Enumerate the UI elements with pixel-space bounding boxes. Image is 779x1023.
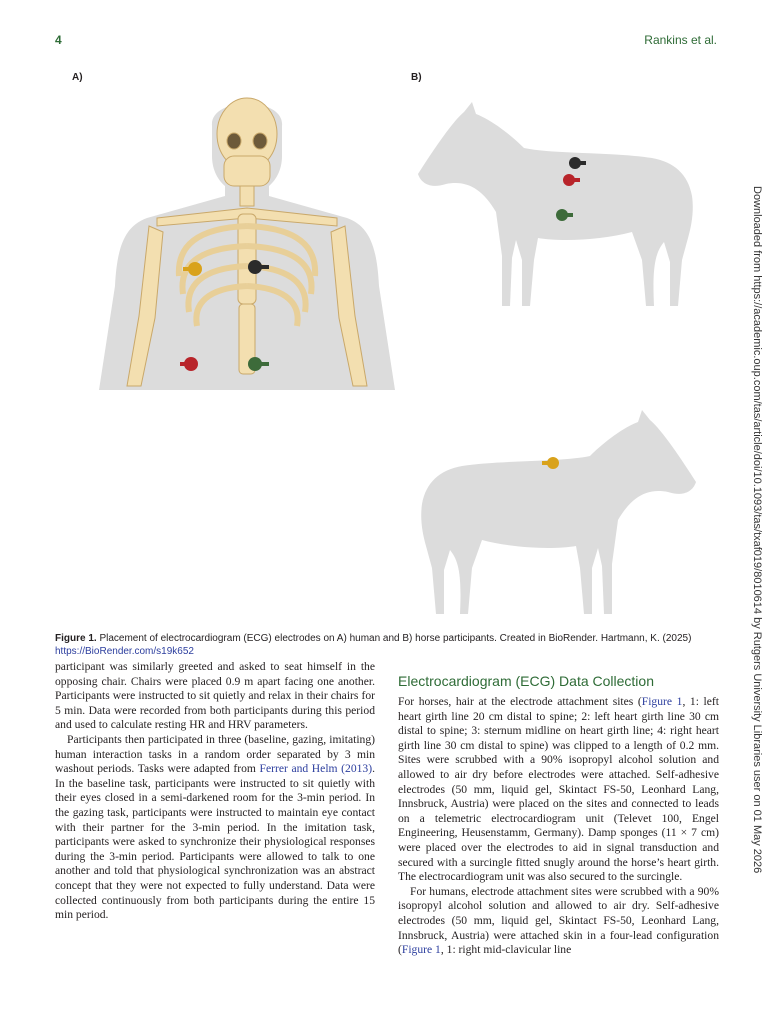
left-paragraph-2 bbox=[55, 733, 375, 923]
right-paragraph-1 bbox=[398, 695, 719, 885]
citation-link[interactable]: Ferrer and Helm (2013) bbox=[259, 762, 373, 776]
horse-left-figure bbox=[412, 92, 702, 314]
caption-text: Placement of electrocardiogram (ECG) electrodes on A) human and B) horse participants. Created in BioRender. Hartmann, K. (2025) bbox=[96, 633, 692, 644]
section-heading: Electrocardiogram (ECG) Data Collection bbox=[398, 673, 654, 689]
right-column bbox=[398, 695, 719, 958]
caption-label: Figure 1. bbox=[55, 633, 97, 644]
text-run: Participants then participated in three (baseline, gazing, imitating) human interaction tasks in a random order separated by 3 min washout periods. Tasks were adapted from bbox=[55, 732, 375, 776]
left-column bbox=[55, 660, 375, 923]
caption-link[interactable]: https://BioRender.com/s19k652 bbox=[55, 646, 194, 657]
page-number: 4 bbox=[55, 33, 62, 47]
text-run: For horses, hair at the electrode attachment sites ( bbox=[398, 695, 642, 708]
figure-link[interactable]: Figure 1 bbox=[641, 695, 683, 708]
panel-a-label: A) bbox=[72, 72, 83, 83]
download-note: Downloaded from https://academic.oup.com/tas/article/doi/10.1093/tas/txaf019/8010614 by Rutgers University Libraries user on 01 May 2026 bbox=[751, 186, 763, 874]
horse-right-figure bbox=[412, 400, 702, 622]
human-skeleton-figure bbox=[97, 86, 397, 390]
panel-b-label: B) bbox=[411, 72, 422, 83]
figure-caption bbox=[55, 632, 720, 658]
text-run: , 1: right mid-clavicular line bbox=[440, 943, 572, 957]
text-run: For humans, electrode attachment sites were scrubbed with a 90% isopropyl alcohol solution and allowed to air dry. Self-adhesive electrodes (50 mm, liquid gel, Skintact FS-50, Leonhard Lang, Innsbruck, Austria) were attached skin in a four-lead configuration ( bbox=[398, 884, 719, 957]
horse-silhouette bbox=[421, 410, 696, 614]
text-run: , 1: left heart girth line 20 cm distal to spine; 2: left heart girth line 30 cm distal to spine; 3: sternum midline on heart girth line; 4: right heart girth line 30 cm distal to spine) was clipped to a length of 0.2 mm. Sites were scrubbed with a 90% isopropyl alcohol solution and allowed to air dry before electrodes were attached. Self-adhesive electrodes (50 mm, liquid gel, Skintact FS-50, Leonhard Lang, Innsbruck, Austria) were placed on the sites and connected to leads on a telemetric electrocardiogram unit (Televet 100, Engel Engineering, Heusenstamm, Germany). Damp sponges (11 × 7 cm) were placed over the electrodes to aid in signal transduction and secured with a surcingle fitted snugly around the horse’s heart girth. The electrocardiogram unit was also secured to the surcingle. bbox=[398, 695, 719, 884]
figure-link[interactable]: Figure 1 bbox=[401, 943, 441, 957]
horse-silhouette bbox=[418, 102, 693, 306]
text-run: . In the baseline task, participants were instructed to sit quietly with their eyes closed in a semi-darkened room for the 3-min period. In the gazing task, participants were instructed to maintain eye contact with their partner for the 3-min period. In the imitation task, participants were asked to synchronize their physiological responses during the 3-min period. Participants were allowed to talk to one another and told that physiological synchronization was an abstract concept that they were not expected to fully understand. Data were collected continuously from both participants during the entire 15 min period. bbox=[55, 762, 375, 922]
left-paragraph-1: participant was similarly greeted and asked to seat himself in the opposing chair. Chairs were placed 0.9 m apart facing one another. Participants were instructed to sit quietly and relax in their chairs for 5 min. Data were recorded from both participants during this period and used to calculate resting HR and HRV parameters. bbox=[55, 660, 375, 732]
running-head: Rankins et al. bbox=[644, 33, 717, 47]
right-paragraph-2 bbox=[398, 885, 719, 958]
